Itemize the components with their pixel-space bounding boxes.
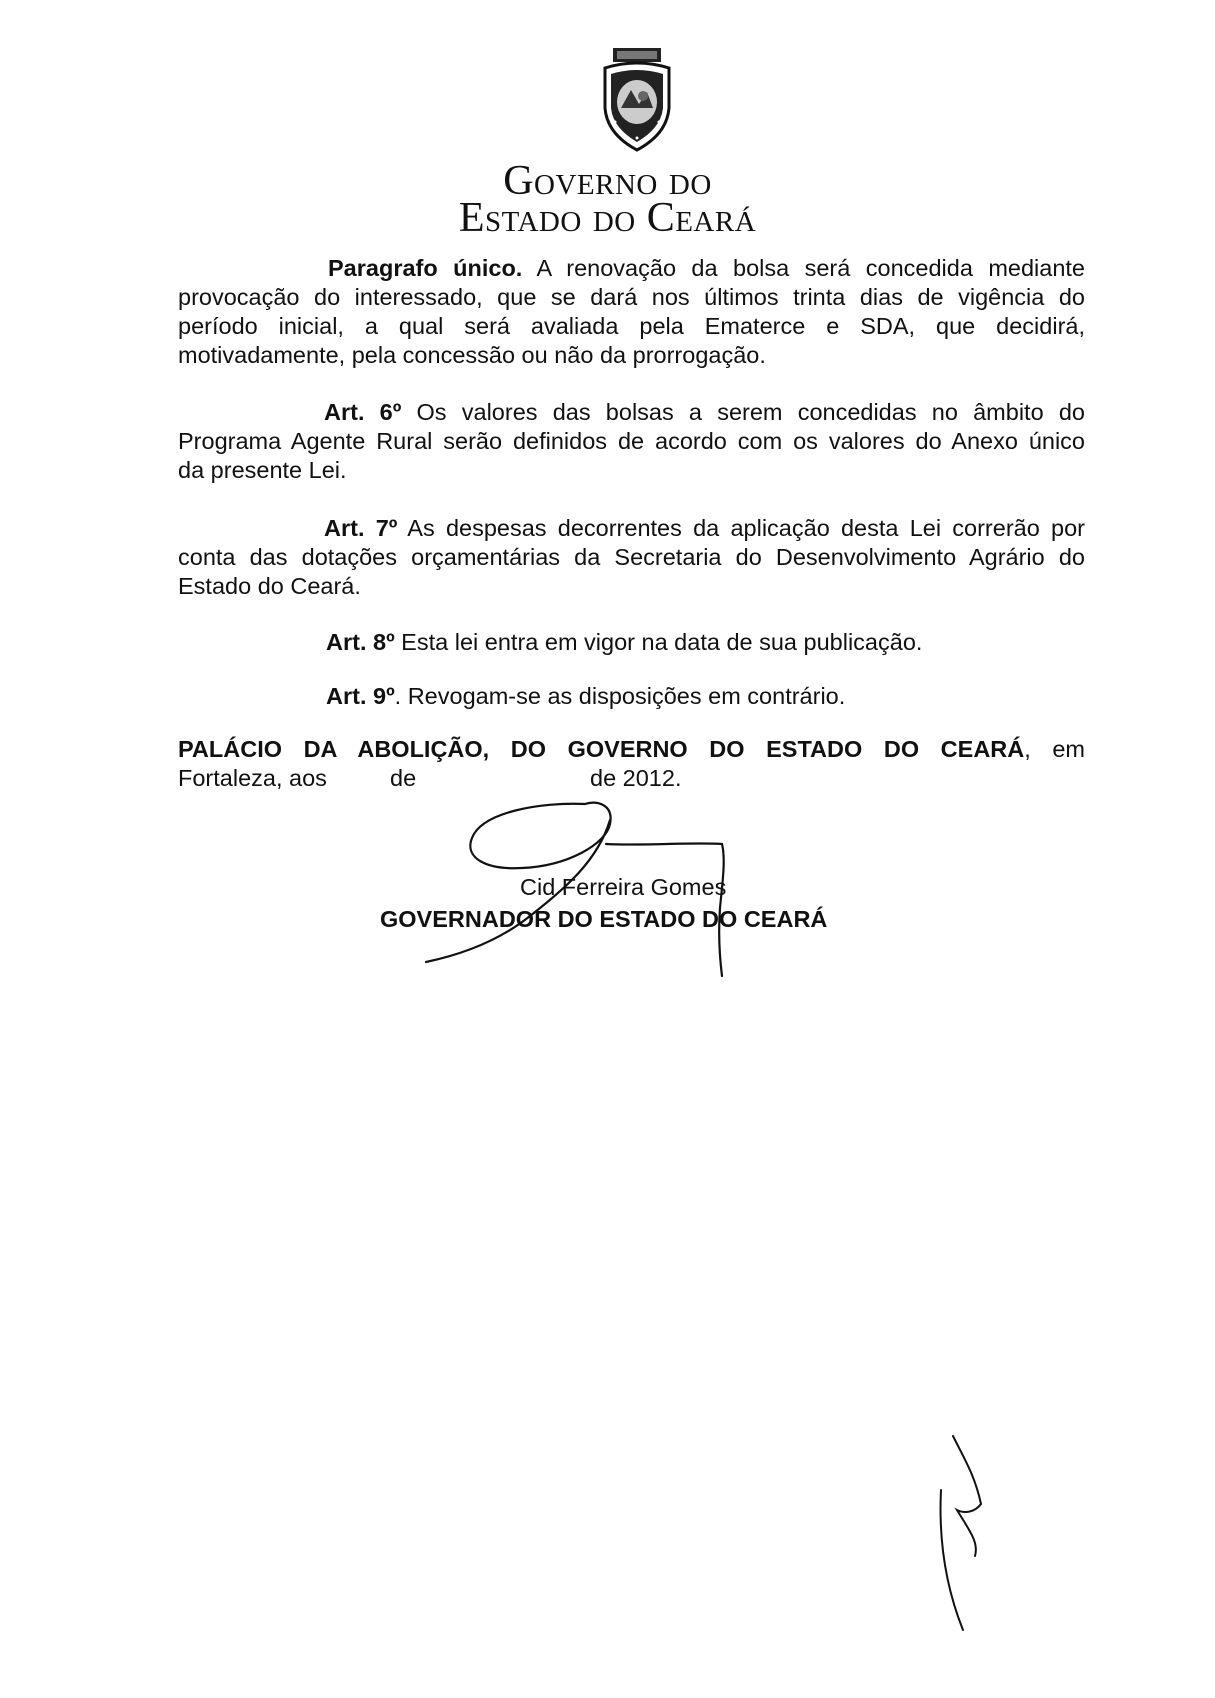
- signer-title: GOVERNADOR DO ESTADO DO CEARÁ: [380, 906, 828, 932]
- article-line: Programa Agente Rural serão definidos de acordo com os valores do Anexo único: [178, 428, 1085, 454]
- handwritten-signature: [420, 800, 810, 990]
- paragraph-line: período inicial, a qual será avaliada pela Ematerce e SDA, que decidirá,: [178, 313, 1085, 339]
- article-line: da presente Lei.: [178, 457, 347, 483]
- date-line: [178, 764, 1085, 793]
- article-label: Art. 7º: [324, 515, 398, 541]
- article-line: [178, 398, 1085, 427]
- closing-clause: [178, 735, 1085, 793]
- government-header-line1: Governo do: [503, 158, 712, 204]
- article-text: Os valores das bolsas a serem concedidas no âmbito do: [401, 399, 1085, 425]
- signer-name: Cid Ferreira Gomes: [520, 874, 727, 900]
- article-line: [178, 682, 1085, 711]
- article-line: [178, 628, 1085, 657]
- paragraph-label: Paragrafo único.: [328, 255, 523, 281]
- article-9: [178, 682, 1085, 711]
- paragrafo-unico: [178, 254, 1085, 370]
- article-label: Art. 9º: [326, 683, 395, 709]
- paragraph-text: A renovação da bolsa será concedida mediante: [522, 255, 1085, 281]
- article-7: [178, 514, 1085, 601]
- city-text: Fortaleza, aos: [178, 765, 327, 791]
- article-label: Art. 6º: [324, 399, 402, 425]
- article-label: Art. 8º: [326, 629, 395, 655]
- government-header-line2: Estado do Ceará: [458, 195, 757, 241]
- palace-suffix: , em: [1024, 736, 1085, 762]
- closing-line: [178, 735, 1085, 764]
- article-line: Estado do Ceará.: [178, 573, 361, 599]
- paragraph-line: provocação do interessado, que se dará nos últimos trinta dias de vigência do: [178, 284, 1085, 310]
- date-de-2: de 2012.: [590, 765, 682, 791]
- article-8: [178, 628, 1085, 657]
- article-text: Esta lei entra em vigor na data de sua publicação.: [394, 629, 923, 655]
- ceara-coat-of-arms-icon: [591, 46, 683, 156]
- article-line: conta das dotações orçamentárias da Secretaria do Desenvolvimento Agrário do: [178, 544, 1085, 570]
- date-de-1: de: [390, 765, 417, 791]
- article-text: As despesas decorrentes da aplicação desta Lei correrão por: [397, 515, 1085, 541]
- handwritten-initials: [935, 1430, 1005, 1640]
- paragraph-line: [178, 254, 1085, 283]
- article-6: [178, 398, 1085, 485]
- article-text: . Revogam-se as disposições em contrário.: [394, 683, 846, 709]
- paragraph-line: motivadamente, pela concessão ou não da prorrogação.: [178, 342, 766, 368]
- palace-name: PALÁCIO DA ABOLIÇÃO, DO GOVERNO DO ESTADO DO CEARÁ: [178, 736, 1025, 762]
- article-line: [178, 514, 1085, 543]
